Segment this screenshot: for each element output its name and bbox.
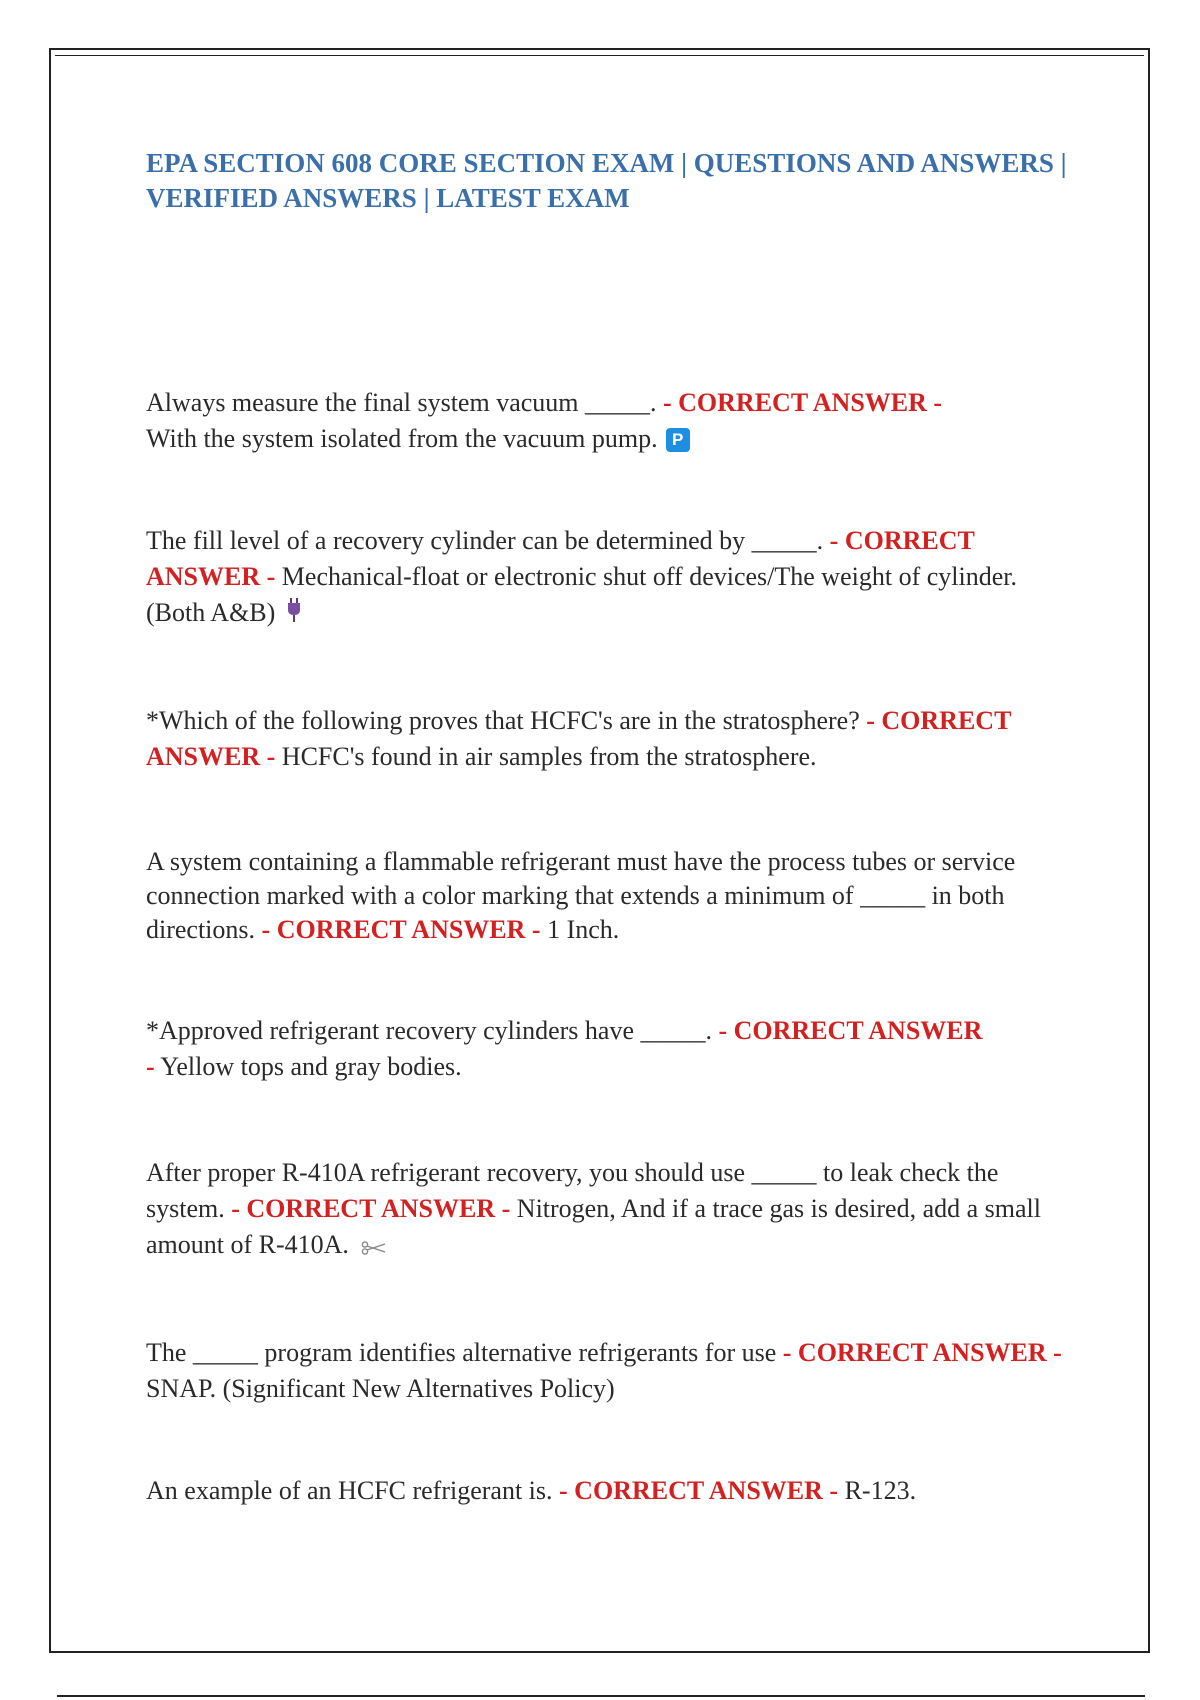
- correct-answer-label: - CORRECT ANSWER -: [663, 388, 943, 417]
- qa-item-6: [146, 1155, 1066, 1265]
- answer-text: With the system isolated from the vacuum pump.: [146, 424, 658, 453]
- question-text: After proper R-410A refrigerant recovery, you should use _____ to leak check the system.: [146, 1158, 999, 1223]
- question-text: *Approved refrigerant recovery cylinders have _____.: [146, 1016, 712, 1045]
- qa-item-3: [146, 703, 1066, 775]
- qa-item-8: [146, 1473, 1066, 1509]
- qa-item-1: [146, 385, 1066, 457]
- bottom-rule: [57, 1695, 1145, 1697]
- document-title: EPA SECTION 608 CORE SECTION EXAM | QUESTIONS AND ANSWERS | VERIFIED ANSWERS | LATEST EXAM: [146, 148, 1067, 213]
- qa-item-5: [146, 1013, 1066, 1085]
- question-text: A system containing a flammable refrigerant must have the process tubes or service connection marked with a color marking that extends a minimum of _____ in both directions.: [146, 847, 1016, 944]
- question-text: The fill level of a recovery cylinder can be determined by _____.: [146, 526, 824, 555]
- qa-item-7: [146, 1335, 1066, 1407]
- parking-badge-icon: P: [666, 428, 690, 452]
- correct-answer-label: - CORRECT ANSWER -: [146, 706, 1011, 771]
- answer-text: Yellow tops and gray bodies.: [160, 1052, 462, 1081]
- correct-answer-label-end: -: [146, 1052, 155, 1081]
- qa-item-2: [146, 523, 1066, 633]
- question-text: Always measure the final system vacuum _____.: [146, 388, 657, 417]
- answer-text: Mechanical-float or electronic shut off devices/The weight of cylinder. (Both A&B): [146, 562, 1017, 627]
- answer-text: R-123.: [844, 1476, 917, 1505]
- qa-item-4: [146, 845, 1066, 947]
- correct-answer-label: - CORRECT ANSWER -: [782, 1338, 1062, 1367]
- correct-answer-label: - CORRECT ANSWER -: [261, 915, 541, 944]
- correct-answer-label: - CORRECT ANSWER -: [559, 1476, 839, 1505]
- answer-text: Nitrogen, And if a trace gas is desired, add a small amount of R-410A.: [146, 1194, 1041, 1259]
- correct-answer-label: - CORRECT ANSWER -: [231, 1194, 511, 1223]
- scissors-icon: [361, 1229, 387, 1265]
- correct-answer-label: - CORRECT ANSWER -: [146, 526, 975, 591]
- answer-text: SNAP. (Significant New Alternatives Policy): [146, 1374, 615, 1403]
- question-text: An example of an HCFC refrigerant is.: [146, 1476, 553, 1505]
- answer-text: 1 Inch.: [547, 915, 620, 944]
- answer-text: HCFC's found in air samples from the stratosphere.: [281, 742, 817, 771]
- correct-answer-label: - CORRECT ANSWER: [718, 1016, 983, 1045]
- plug-icon: [287, 597, 301, 633]
- qa-list: [146, 385, 1066, 1509]
- question-text: *Which of the following proves that HCFC's are in the stratosphere?: [146, 706, 860, 735]
- question-text: The _____ program identifies alternative refrigerants for use: [146, 1338, 777, 1367]
